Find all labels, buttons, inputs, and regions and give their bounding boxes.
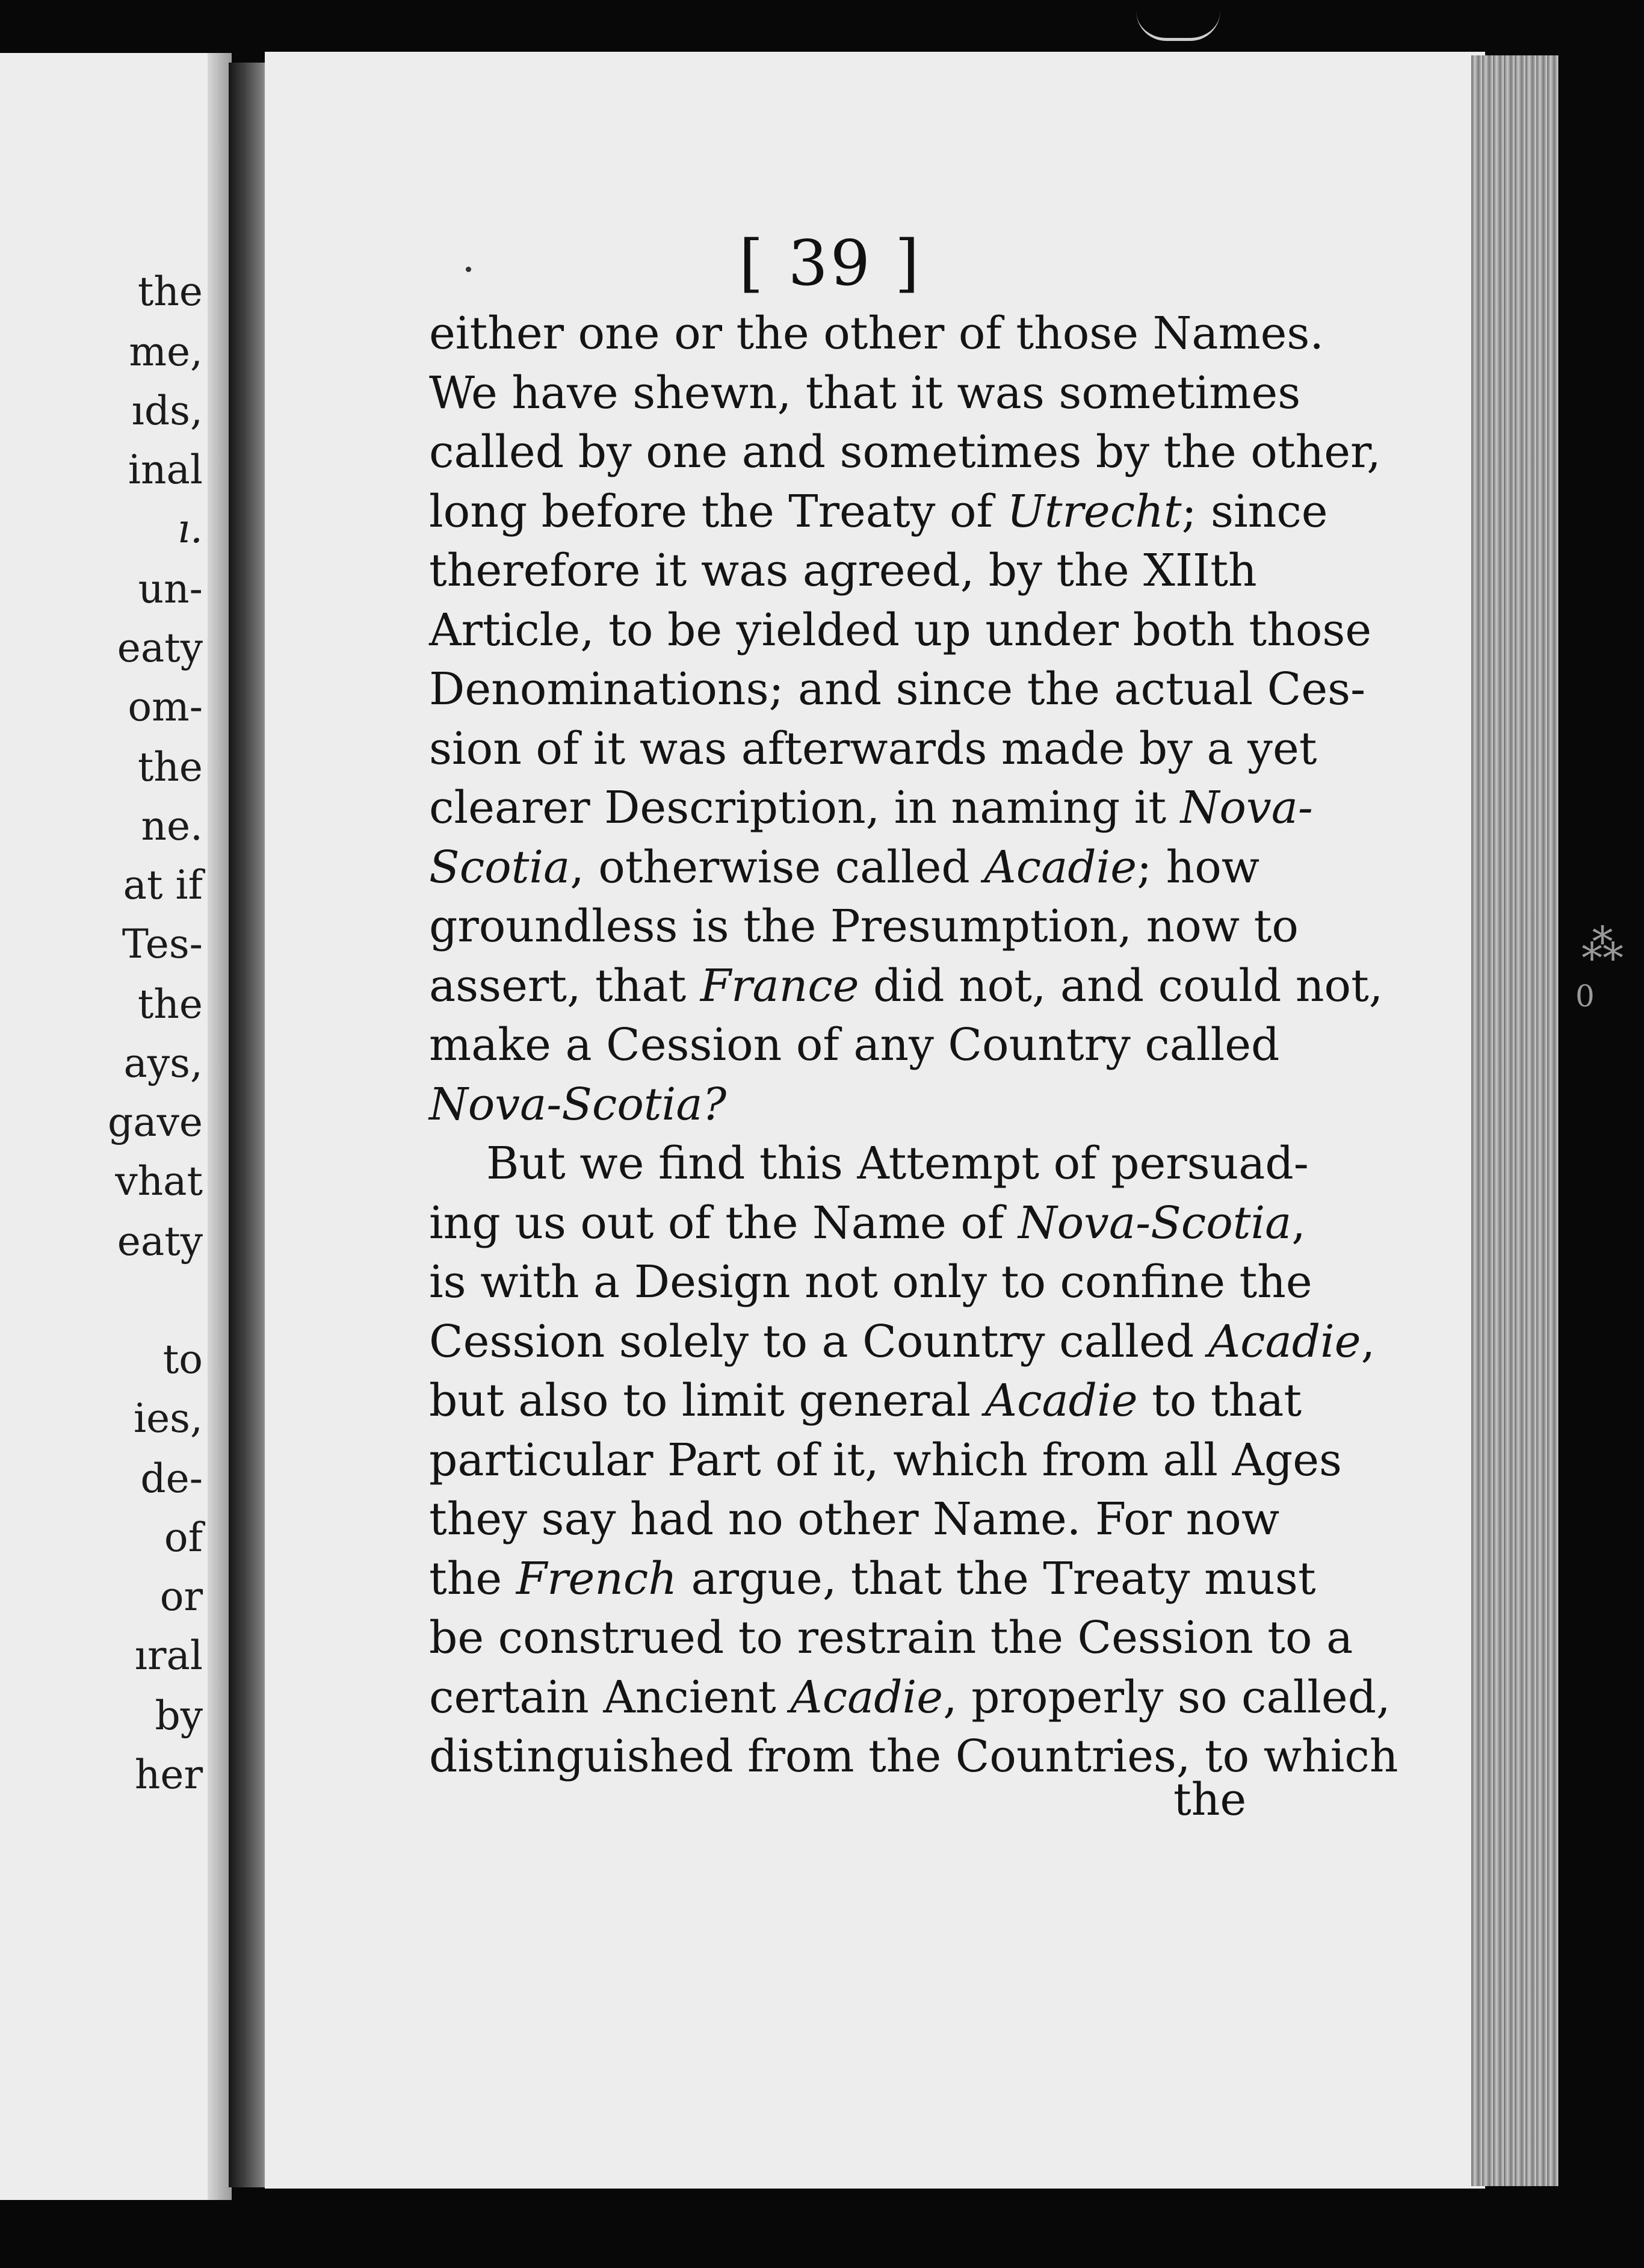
text-run: groundless is the Presumption, now to xyxy=(429,900,1299,952)
text-run: but also to limit general xyxy=(429,1375,985,1427)
left-page-fragment: to xyxy=(162,1336,203,1383)
left-page-fragment: at if xyxy=(123,862,203,908)
text-run: they say had no other Name. For now xyxy=(429,1493,1280,1545)
text-run: be construed to restrain the Cession to a xyxy=(429,1612,1353,1664)
italic-run: Nova- xyxy=(1180,782,1313,834)
text-run: ; since xyxy=(1181,485,1328,538)
text-line xyxy=(429,660,1366,719)
text-line xyxy=(429,364,1301,423)
italic-run: Acadie xyxy=(790,1671,944,1723)
left-page-fragment: gave xyxy=(108,1099,203,1145)
italic-run: Nova-Scotia xyxy=(1018,1197,1292,1249)
text-run: long before the Treaty of xyxy=(429,485,1007,538)
text-run: ing us out of the Name of xyxy=(429,1197,1018,1249)
text-run: either one or the other of those Names. xyxy=(429,308,1324,359)
text-line xyxy=(429,1431,1343,1490)
italic-run: France xyxy=(700,959,859,1012)
text-run: Cession solely to a Country called xyxy=(429,1315,1208,1368)
text-line xyxy=(429,601,1372,660)
text-line xyxy=(429,1668,1391,1727)
text-line xyxy=(429,482,1328,542)
text-run: is with a Design not only to confine the xyxy=(429,1256,1312,1308)
left-page-gutter-shadow xyxy=(208,53,232,2200)
text-line xyxy=(429,541,1257,601)
text-run: distinguished from the Countries, to which xyxy=(429,1730,1398,1782)
text-line xyxy=(429,1075,1232,1135)
text-run: , xyxy=(1291,1197,1306,1249)
text-run: to that xyxy=(1137,1375,1302,1427)
italic-run: Acadie xyxy=(1208,1315,1361,1368)
left-page-fragment: her xyxy=(134,1752,203,1798)
text-run: the xyxy=(429,1552,516,1605)
page-edges xyxy=(1471,55,1559,2186)
text-run: ; how xyxy=(1137,841,1260,893)
left-page-fragment: Tes- xyxy=(122,921,203,967)
left-page-fragment: ays, xyxy=(123,1040,203,1086)
left-page-fragment: eaty xyxy=(117,625,203,671)
left-page-fragment: om- xyxy=(128,684,203,730)
book-spine xyxy=(229,63,270,2187)
italic-run: French xyxy=(516,1552,677,1605)
text-run: did not, and could not, xyxy=(859,959,1383,1012)
body-text xyxy=(429,304,1398,1786)
catchword: the xyxy=(1173,1774,1247,1826)
italic-run: Utrecht xyxy=(1007,485,1182,538)
left-page-fragment: inal xyxy=(128,447,203,493)
text-line xyxy=(429,719,1317,779)
text-run: called by one and sometimes by the other, xyxy=(429,426,1381,478)
text-line xyxy=(429,1549,1316,1609)
left-page-fragment: ı. xyxy=(177,506,203,552)
text-run: particular Part of it, which from all Ages xyxy=(429,1434,1343,1486)
left-facing-page xyxy=(0,53,232,2200)
italic-run: Nova-Scotia? xyxy=(429,1078,727,1130)
text-line xyxy=(429,1194,1306,1253)
left-page-fragment: ies, xyxy=(133,1395,203,1442)
text-line xyxy=(429,1253,1312,1312)
text-line xyxy=(429,1312,1376,1372)
ink-dot xyxy=(466,267,471,272)
text-run: argue, that the Treaty must xyxy=(677,1552,1316,1605)
text-run: Denominations; and since the actual Ces- xyxy=(429,663,1366,715)
left-page-fragment: me, xyxy=(129,329,203,375)
text-run: , otherwise called xyxy=(570,841,984,893)
text-run: , xyxy=(1361,1315,1376,1368)
edge-ink-mark: 0 xyxy=(1575,979,1595,1014)
text-run: clearer Description, in naming it xyxy=(429,782,1181,834)
text-line xyxy=(429,1608,1353,1668)
text-run: assert, that xyxy=(429,959,700,1012)
text-line xyxy=(429,304,1324,364)
left-page-fragment: the xyxy=(137,268,203,315)
left-page-fragment: of xyxy=(164,1514,203,1561)
italic-run: Acadie xyxy=(984,1375,1138,1427)
page-number-header: [ 39 ] xyxy=(739,226,922,300)
text-run: certain Ancient xyxy=(429,1671,791,1723)
left-page-fragment: eaty xyxy=(117,1218,203,1265)
left-page-fragment: the xyxy=(137,981,203,1027)
text-run: therefore it was agreed, by the XIIth xyxy=(429,545,1257,596)
text-run: Article, to be yielded up under both those xyxy=(429,604,1372,656)
edge-ink-mark: ⁂ xyxy=(1581,920,1624,970)
left-page-fragment: un- xyxy=(138,566,203,612)
left-page-fragment: ıds, xyxy=(131,388,203,434)
text-run: make a Cession of any Country called xyxy=(429,1019,1280,1071)
text-line xyxy=(429,956,1383,1016)
text-run: , properly so called, xyxy=(943,1671,1391,1723)
italic-run: Scotia xyxy=(429,841,570,893)
text-run: We have shewn, that it was sometimes xyxy=(429,367,1301,419)
text-line xyxy=(429,1371,1302,1431)
text-line xyxy=(429,423,1381,482)
left-page-fragment: by xyxy=(155,1693,203,1739)
left-page-fragment: de- xyxy=(140,1455,203,1502)
left-page-fragment: the xyxy=(137,744,203,790)
left-page-fragment: ıral xyxy=(134,1632,203,1679)
italic-run: Acadie xyxy=(984,841,1137,893)
text-line xyxy=(429,1015,1280,1075)
text-line xyxy=(429,778,1313,838)
text-run: sion of it was afterwards made by a yet xyxy=(429,722,1317,775)
left-page-fragment: ne. xyxy=(141,803,203,849)
text-line xyxy=(429,1134,1309,1194)
binding-thread xyxy=(1136,11,1220,41)
text-line xyxy=(429,1490,1280,1549)
text-run: But we find this Attempt of persuad- xyxy=(486,1138,1309,1189)
left-page-fragment: vhat xyxy=(115,1158,203,1204)
text-line xyxy=(429,1727,1398,1786)
text-line xyxy=(429,838,1260,897)
left-page-fragment: or xyxy=(159,1573,203,1620)
text-line xyxy=(429,897,1299,956)
